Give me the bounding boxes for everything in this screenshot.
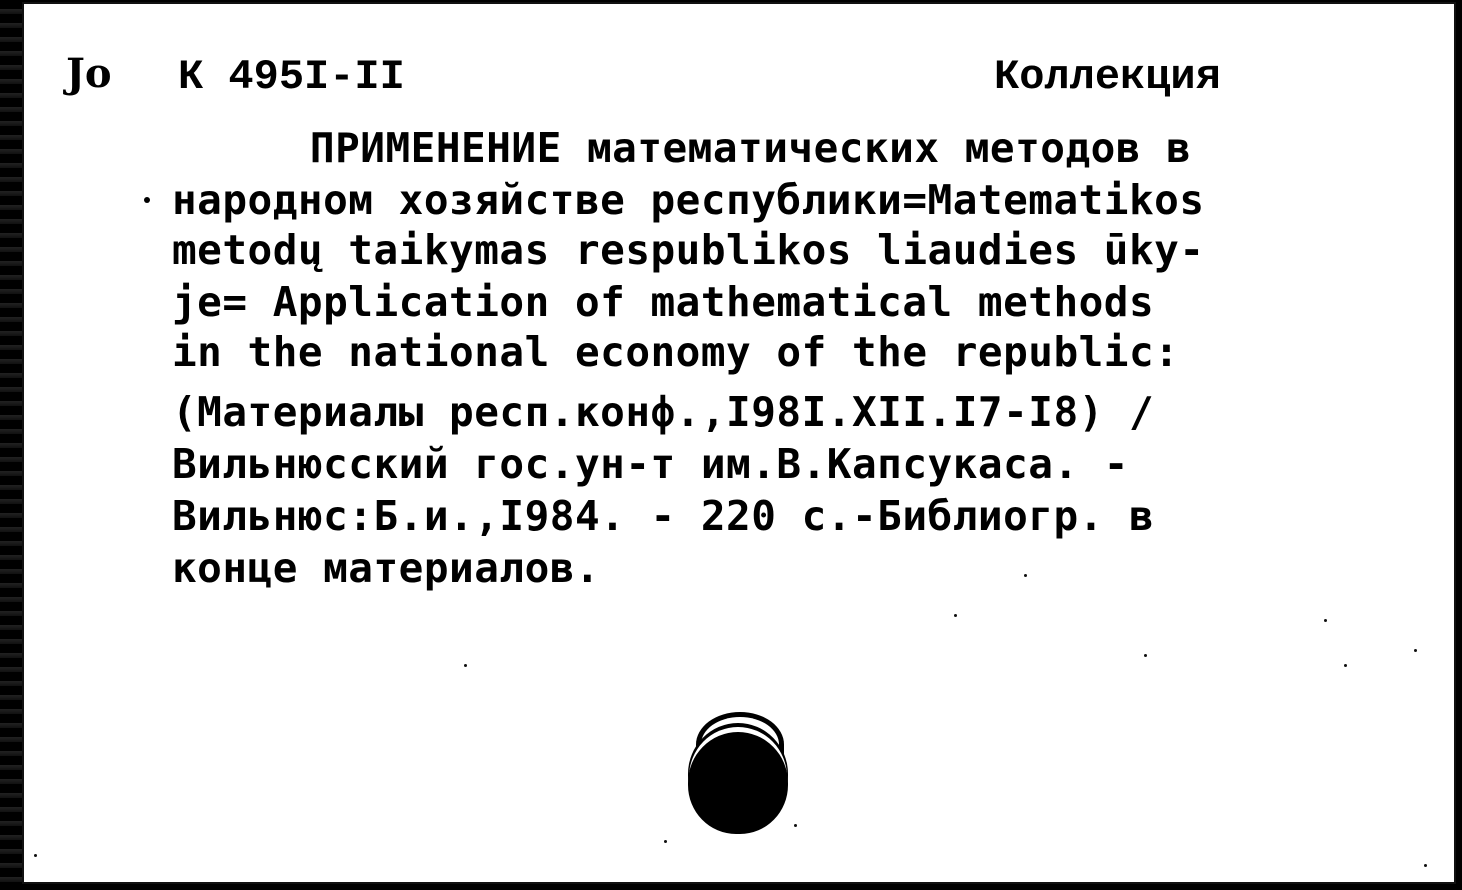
card-text-line-1: ПРИМЕНЕНИЕ математических методов в	[184, 124, 1192, 172]
dust-speck	[464, 664, 467, 667]
bullet-dot	[144, 197, 150, 203]
dust-speck	[1324, 619, 1327, 622]
dust-speck	[954, 614, 957, 617]
card-text-line-4: je= Application of mathematical methods	[172, 278, 1155, 326]
card-text-line-3: metodų taikymas respublikos liaudies ūky-	[172, 226, 1205, 274]
call-number: К 495I-II	[178, 53, 405, 101]
dust-speck	[1344, 664, 1347, 667]
card-text-line-9: конце материалов.	[172, 544, 601, 592]
dust-speck	[1024, 574, 1027, 577]
card-text-line-2: народном хозяйстве республики=Matematikos	[172, 176, 1205, 224]
dust-speck	[794, 824, 797, 827]
scan-left-edge	[0, 0, 22, 890]
dust-speck	[664, 840, 667, 843]
card-text-line-7: Вильнюсский гос.ун-т им.В.Капсукаса. -	[172, 440, 1129, 488]
punch-hole	[688, 732, 788, 834]
card-text-line-8: Вильнюс:Б.и.,I984. - 220 с.-Библиогр. в	[172, 492, 1155, 540]
dust-speck	[1424, 864, 1427, 867]
card-text-line-5: in the national economy of the republic:	[172, 328, 1180, 376]
card-mark: Јо	[66, 50, 112, 97]
card-text-line-6: (Материалы респ.конф.,I98I.XII.I7-I8) /	[172, 388, 1155, 436]
catalog-card	[22, 2, 1456, 884]
dust-speck	[1414, 649, 1417, 652]
collection-label: Коллекция	[994, 53, 1221, 101]
dust-speck	[34, 854, 37, 857]
dust-speck	[1144, 654, 1147, 657]
